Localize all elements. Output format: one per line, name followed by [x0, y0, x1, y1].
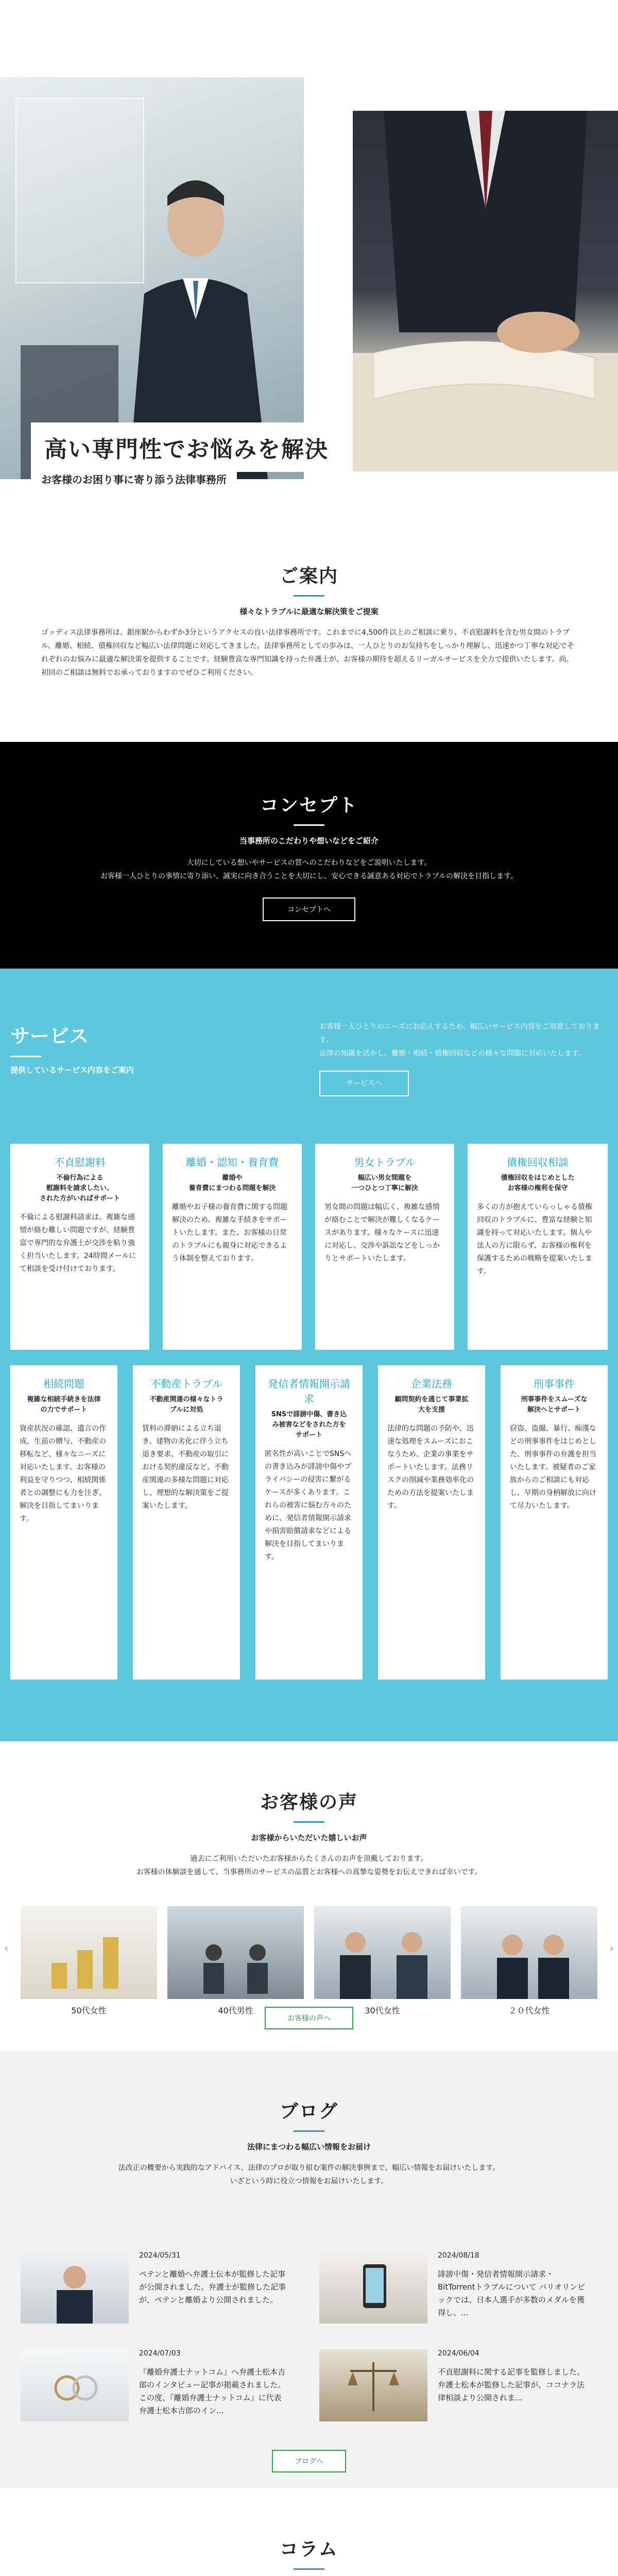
voice-button[interactable]: お客様の声へ: [265, 2007, 353, 2029]
blog-thumbnail: [319, 2349, 427, 2421]
service-card-sub: 離婚や 養育費にまつわる問題を解決: [188, 1174, 276, 1192]
service-card-title: 企業法務: [411, 1378, 452, 1390]
voice-label: 40代男性: [218, 2006, 253, 2015]
smartphone-icon: [319, 2251, 427, 2324]
blog-button[interactable]: ブログへ: [272, 2450, 346, 2472]
service-card-body: 法律的な問題の予防や、迅速な処理をスムーズにおこなうため、企業の事業をサポートいたします。法務リスクの削減や業務効率化のための方法を提案いたします。: [387, 1425, 474, 1510]
column-section: [0, 2488, 618, 2576]
service-card-sub: SNSで誹謗中傷、書き込 み被害などをされた方を サポート: [271, 1411, 347, 1439]
voice-image-lawyers[interactable]: [461, 1906, 597, 1999]
blog-body-1: 法改正の概要から実践的なアドバイス、法律のプロが取り組む案件の解決事例まで、幅広い情報をお届けいたします。: [118, 2164, 500, 2172]
voice-body-2: お客様の体験談を通して、当事務所のサービスの品質とお客様への真摯な姿勢をお伝えできれば幸いです。: [136, 1868, 482, 1876]
service-card-title: 発信者情報開示請求: [268, 1378, 350, 1405]
service-button[interactable]: サービスへ: [319, 1071, 409, 1096]
blog-text: ペテンと離婚へ弁護士伝本が監修した記事が公開されました。弁護士が監修した記事が、ペテンと離婚より公開されました。: [139, 2269, 286, 2304]
concept-title: コンセプト: [260, 795, 358, 816]
lawyer-illustration: [353, 111, 618, 471]
blog-thumbnail: [21, 2251, 129, 2324]
concept-section: [0, 742, 618, 969]
blog-date: 2024/05/31: [139, 2251, 181, 2260]
title-underline: [294, 1821, 324, 1823]
carousel-prev-icon[interactable]: ‹: [4, 1942, 9, 1955]
voice-image-meeting[interactable]: [314, 1906, 451, 1999]
blog-title: ブログ: [279, 2101, 338, 2122]
blog-text: 不貞慰謝料に関する記事を監修しました。弁護士松本が監修した記事が、ココナラ法律相談より公開されま...: [438, 2367, 585, 2402]
voice-label: 30代女性: [365, 2006, 400, 2015]
scales-of-justice-icon: [319, 2349, 427, 2421]
voice-button-wrap: [0, 2007, 618, 2029]
service-intro-1: お客様一人ひとりのニーズにお応えするため、幅広いサービス内容をご用意しております。: [319, 1023, 600, 1044]
service-card-body: 離婚やお子様の養育費に関する問題解決のため、複雑な手続きをサポートいたします。また、お客様の日常のトラブルにも親身に対応できるよう体制を整えております。: [172, 1203, 287, 1263]
about-section: [0, 515, 618, 742]
service-card-title: 債権回収相談: [507, 1156, 569, 1168]
rings-icon: [21, 2349, 129, 2421]
concept-body-2: お客様一人ひとりの事情に寄り添い、誠実に向き合うことを大切にし、安心できる誠意ある対応でトラブルの解決を目指します。: [100, 872, 518, 880]
service-card-sub: 刑事事件をスムーズな 解決へとサポート: [521, 1396, 588, 1414]
blog-thumbnail: [21, 2349, 129, 2421]
service-card[interactable]: [10, 1365, 117, 1680]
service-card-sub: 不倫行為による 慰謝料を請求したい、 された方がいればサポート: [39, 1174, 120, 1202]
hero-headline: 高い専門性でお悩みを解決: [31, 422, 342, 472]
service-card-title: 不動産トラブル: [150, 1378, 222, 1390]
vertical-brand-text: GODDISS LAW OFFICE: [579, 513, 599, 550]
voice-subtitle: お客様からいただいた嬉しいお声: [251, 1833, 367, 1842]
service-card-body: 不倫による慰謝料請求は、複雑な感情が絡む難しい問題ですが、経験豊富で専門的な弁護士が交渉を粘り強く担当いたします。24時間メールにて相談を受け付けております。: [20, 1213, 136, 1273]
service-card-title: 男女トラブル: [354, 1156, 416, 1168]
service-card[interactable]: [501, 1365, 608, 1680]
concept-button[interactable]: コンセプトへ: [263, 897, 355, 921]
hero-section: [0, 0, 618, 550]
service-card[interactable]: [468, 1144, 608, 1350]
blog-post[interactable]: [21, 2251, 288, 2334]
service-card[interactable]: [163, 1144, 302, 1350]
blog-body-2: いざという時に役立つ情報をお届けいたします。: [230, 2177, 388, 2185]
service-card-sub: 顧問契約を通じて事業拡 大を支援: [394, 1396, 469, 1414]
service-card[interactable]: [315, 1144, 454, 1350]
service-title: サービス: [10, 1025, 89, 1047]
service-card-sub: 不動産関連の様々なトラ ブルに対処: [149, 1396, 224, 1414]
blog-post[interactable]: [319, 2349, 587, 2432]
people-icon: [167, 1906, 304, 1999]
title-underline: [294, 2568, 324, 2570]
voice-title: お客様の声: [260, 1792, 358, 1813]
blog-post[interactable]: [21, 2349, 288, 2432]
title-underline: [294, 2130, 324, 2132]
lawyers-icon: [461, 1906, 597, 1999]
service-card[interactable]: [255, 1365, 363, 1680]
voice-body-1: 過去にご利用いただいたお客様からたくさんのお声を頂戴しております。: [190, 1855, 428, 1863]
title-underline: [294, 595, 324, 597]
service-card-sub: 債権回収をはじめとした お客様の権利を保守: [501, 1174, 575, 1192]
blog-text: 誹謗中傷・発信者情報開示請求・BitTorrentトラブルについて バリオリンピックでは、日本人選手が多数のメダルを獲得し、...: [438, 2269, 586, 2317]
service-heading: [10, 1020, 134, 1075]
service-card-body: 匿名性が高いことでSNSへの書き込みが誹謗中傷やプライバシーの侵害に繋がるケースが多くあります。これらの被害に悩む方々のために、発信者情報開示請求や損害賠償請求などによる解決を目指してまいります。: [265, 1450, 352, 1561]
service-card-body: 賃料の滞納による立ち退き、建物の劣化に伴う立ち退き要求、不動産の取引における契約違反など、不動産関連の多様な問題に対応し、理想的な解決策をご提案いたします。: [142, 1425, 229, 1510]
concept-body-1: 大切にしている想いやサービスの質へのこだわりなどをご説明いたします。: [186, 859, 432, 867]
hero-subline: お客様のお困り事に寄り添う法律事務所: [31, 466, 237, 492]
voice-label: ２０代女性: [508, 2006, 550, 2015]
title-underline: [294, 824, 324, 826]
lawyer-portrait-icon: [21, 2251, 129, 2324]
hero-image-consultation: [0, 77, 304, 479]
service-card-body: 男女間の問題は幅広く、複雑な感情が絡むことで解決が難しくなるケースがあります。様々なケースに迅速に対応し、交渉や訴訟などをしっかりとサポートいたします。: [324, 1203, 440, 1263]
blog-date: 2024/08/18: [438, 2251, 479, 2260]
blog-text: 『離婚弁護士ナットコム』へ弁護士松本吉郎のインタビュー記事が掲載されました。この度、『離婚弁護士ナットコム』に代表弁護士松本吉郎のイン...: [139, 2367, 286, 2415]
service-card-body: 多くの方が抱えていらっしゃる債権回収のトラブルに、豊富な経験と知識を持って対応いたします。個人や法人の方に限らず、お客様の権利を保護するための戦略を提案いたします。: [477, 1203, 592, 1276]
blog-date: 2024/07/03: [139, 2349, 181, 2358]
coins-icon: [21, 1906, 157, 1999]
title-underline: [10, 1056, 41, 1057]
service-card-body: 資産状況の確認、遺言の作成、生前の贈与、不動産の移転など、様々なニーズに対応いたします。お客様の利益を守りつつ、相続関係者との調整にも力を注ぎ、解決を目指してまいります。: [20, 1425, 106, 1523]
meeting-icon: [314, 1906, 451, 1999]
about-title: ご案内: [279, 566, 338, 587]
service-card[interactable]: [133, 1365, 240, 1680]
column-title: コラム: [280, 2539, 338, 2560]
about-body: ゴッディス法律事務所は、銀座駅からわずか3分というアクセスの良い法律事務所です。これまでに4,500件以上のご相談に乗り、不貞慰謝料を含む男女間のトラブル、離婚、相続、債権回収など幅広い法律問題に対応してきました。法律事務所としての歩みは、一人ひとりのお気持ちをしっかり理解し、迅速かつ丁寧な対応でそれぞれのお悩みに最適な解決策を提供することです。経験豊富な専門知識を持った弁護士が、お客様の期待を超えるリーガルサービスを全力で提供いたします。尚、初回のご相談は無料でお承っておりますのでぜひご利用ください。: [41, 629, 574, 677]
service-subtitle: 提供しているサービス内容をご案内: [10, 1065, 134, 1075]
blog-subtitle: 法律にまつわる幅広い情報をお届け: [247, 2142, 371, 2151]
service-intro-2: 法律の知識を活かし、離婚・相続・債権回収などの様々な問題に対応いたします。: [319, 1049, 586, 1058]
service-card-title: 相続問題: [43, 1378, 84, 1390]
service-card-body: 窃盗、盗撮、暴行、痴漢などの刑事事件をはじめとした、刑事事件の弁護を担当いたします。被疑者のご家族からのご相談にも対応し、早期の身柄解放に向けて尽力いたします。: [510, 1425, 596, 1510]
service-card-title: 離婚・認知・養育費: [186, 1156, 279, 1168]
service-card[interactable]: [378, 1365, 485, 1680]
concept-subtitle: 当事務所のこだわりや想いなどをご紹介: [239, 836, 379, 845]
consultation-illustration: [0, 77, 304, 479]
about-subtitle: 様々なトラブルに最適な解決策をご提案: [239, 607, 379, 616]
service-card-title: 刑事事件: [534, 1378, 575, 1390]
blog-thumbnail: [319, 2251, 427, 2324]
service-section: [0, 969, 618, 1741]
hero-image-lawyer-book: [353, 111, 618, 550]
carousel-next-icon[interactable]: ›: [609, 1942, 614, 1955]
service-card-sub: 幅広い男女間題を 一つひとつ丁寧に解決: [351, 1174, 418, 1192]
voice-image-coins[interactable]: [21, 1906, 157, 1999]
service-card-sub: 複雑な相続手続きを法律 の力でサポート: [27, 1396, 101, 1414]
service-intro: [319, 1020, 608, 1096]
blog-post[interactable]: [319, 2251, 587, 2334]
voice-image-people[interactable]: [167, 1906, 304, 1999]
service-card-title: 不貞慰謝料: [54, 1156, 106, 1168]
service-card[interactable]: [10, 1144, 149, 1350]
voice-carousel: [21, 1906, 597, 2020]
blog-button-wrap: [0, 2450, 618, 2472]
blog-date: 2024/06/04: [438, 2349, 479, 2358]
voice-label: 50代女性: [71, 2006, 107, 2015]
